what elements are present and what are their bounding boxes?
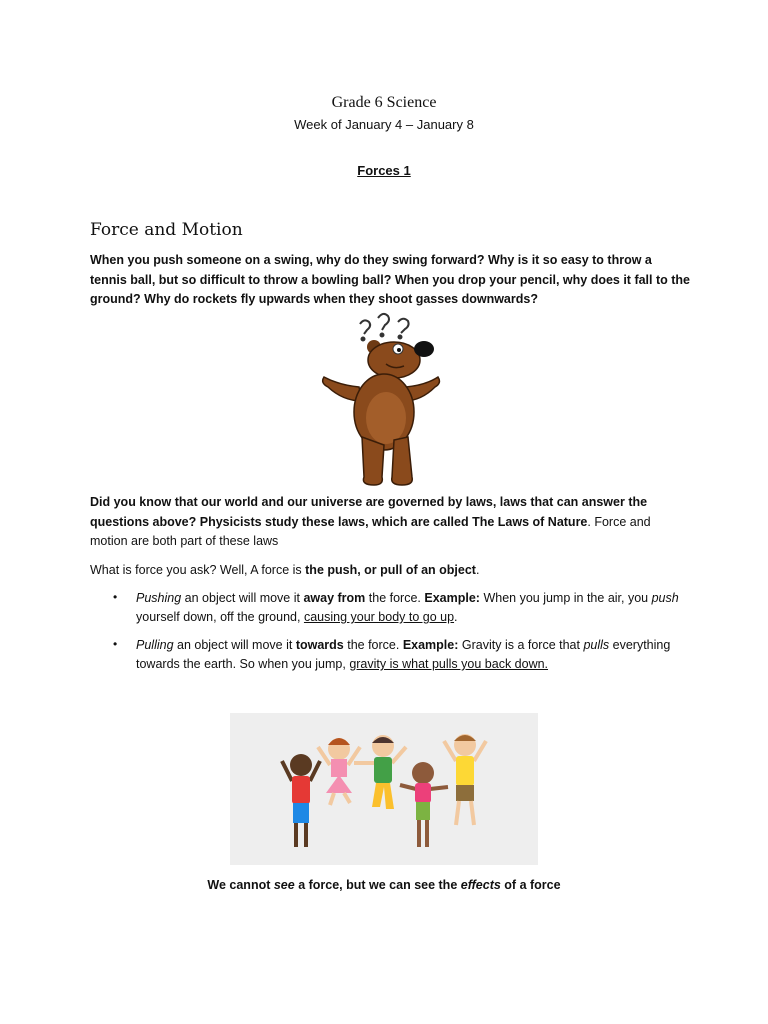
bullet-verb: push [651, 591, 679, 605]
bear-illustration [314, 312, 444, 488]
jumping-kids-image [230, 713, 538, 865]
caption-emphasis: see [273, 878, 295, 892]
bullet-marker: • [113, 637, 118, 651]
bullet-text: . [454, 610, 458, 624]
unit-title: Forces 1 [357, 163, 411, 178]
kid-figure [400, 762, 448, 847]
bullet-text: Gravity is a force that [458, 638, 584, 652]
force-definition-paragraph [90, 561, 690, 581]
kid-figure [444, 734, 486, 825]
kid-figure [318, 738, 360, 805]
bullet-underlined: gravity is what pulls you back down. [349, 657, 549, 671]
bullet-text: the force. [343, 638, 403, 652]
bullet-text: an object will move it [181, 591, 304, 605]
bullet-text: the force. [365, 591, 425, 605]
confused-bear-image [314, 312, 444, 488]
question-text-2: . [475, 563, 480, 577]
question-text-1: What is force you ask? Well, A force is [90, 563, 306, 577]
kid-figure [354, 735, 406, 809]
bullet-text: yourself down, off the ground, [136, 610, 304, 624]
caption-emphasis: effects [460, 878, 501, 892]
example-label: Example: [424, 591, 480, 605]
page-title: Grade 6 Science [331, 94, 437, 111]
laws-paragraph [90, 493, 690, 552]
bullet-bold: away from [303, 591, 366, 605]
image-caption [0, 878, 768, 892]
bullet-underlined: causing your body to go up [303, 610, 455, 624]
laws-of-nature-term: The Laws of Nature [472, 514, 588, 529]
bullet-bold: towards [295, 638, 344, 652]
kids-illustration [230, 713, 538, 865]
caption-text: We cannot [207, 878, 274, 892]
question-marks-icon [360, 314, 409, 341]
caption-text: a force, but we can see the [294, 878, 461, 892]
bullet-text: an object will move it [173, 638, 296, 652]
bullet-marker: • [113, 590, 118, 604]
bullet-verb: pulls [583, 638, 610, 652]
kid-figure [282, 754, 320, 847]
intro-paragraph [90, 251, 690, 310]
caption-text: of a force [500, 878, 561, 892]
bullet-verb: Pushing [136, 591, 182, 605]
laws-text-2: . Force and motion are both part of these laws [90, 514, 651, 548]
bullet-pushing [136, 589, 696, 627]
bullet-pulling [136, 636, 696, 674]
example-label: Example: [402, 638, 459, 652]
bullet-text: When you jump in the air, you [479, 591, 652, 605]
force-definition-term: the push, or pull of an object [305, 563, 476, 577]
bullet-text: everything towards the earth. So when you jump, [136, 638, 671, 671]
laws-text-1: Did you know that our world and our universe are governed by laws, laws that can answer the questions above? Physicists study these laws, which are called [90, 495, 648, 529]
section-heading: Force and Motion [90, 220, 243, 240]
bullet-verb: Pulling [136, 638, 174, 652]
intro-text: When you push someone on a swing, why do they swing forward? Why is it so easy to throw a tennis ball, but so difficult to throw a bowling ball? When you drop your pencil, why does it fall to the ground? Why do rockets fly upwards when they shoot gasses downwards? [90, 253, 690, 306]
week-subtitle: Week of January 4 – January 8 [294, 117, 474, 132]
